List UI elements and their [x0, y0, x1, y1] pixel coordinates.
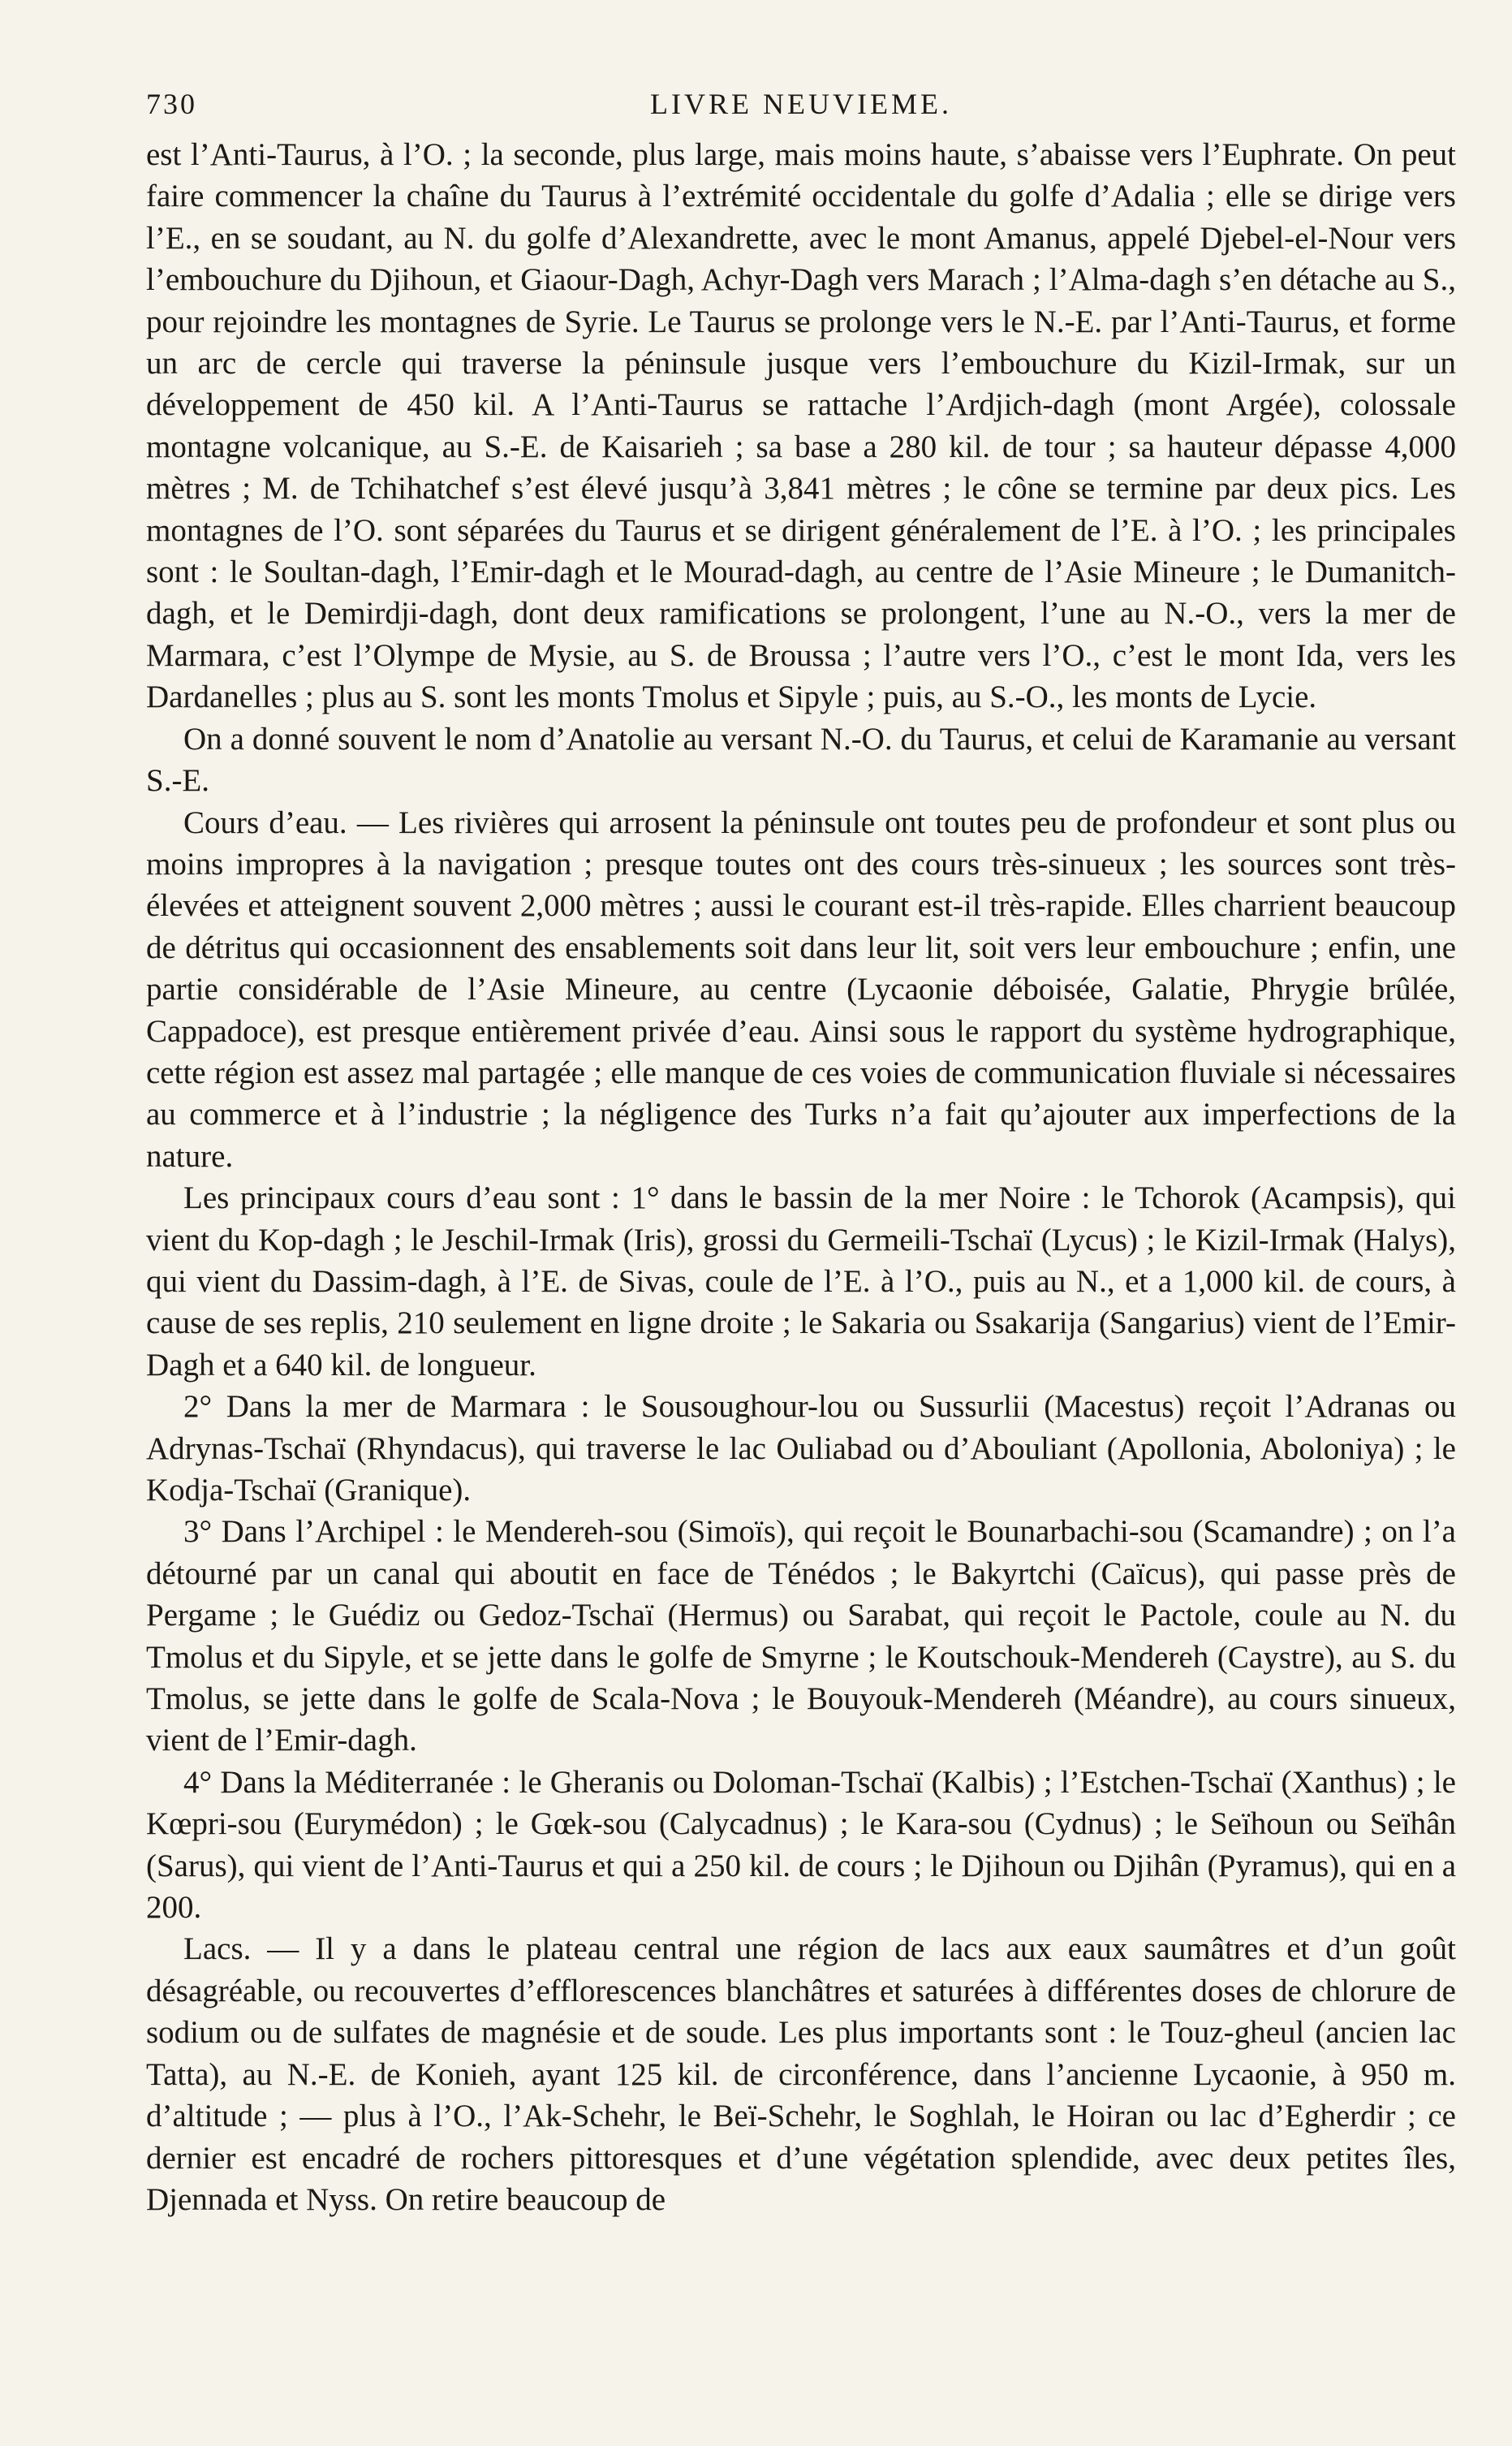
- paragraph-cours-d-eau: Cours d’eau. — Les rivières qui arrosent la péninsule ont toutes peu de profondeur et sont plus ou moins impropres à la navigation ; presque toutes ont des cours très-sinueux ; les sources sont très-élevées et atteignent souvent 2,000 mètres ; aussi le courant est-il très-rapide. Elles charrient beaucoup de détritus qui occasionnent des ensablements soit dans leur lit, soit vers leur embouchure ; enfin, une partie considérable de l’Asie Mineure, au centre (Lycaonie déboisée, Galatie, Phrygie brûlée, Cappadoce), est presque entièrement privée d’eau. Ainsi sous le rapport du système hydrographique, cette région est assez mal partagée ; elle manque de ces voies de communication fluviale si nécessaires au commerce et à l’industrie ; la négligence des Turks n’a fait qu’ajouter aux imperfections de la nature.: [146, 805, 1456, 1174]
- paragraph-mediterranee: 4° Dans la Méditerranée : le Gheranis ou Doloman-Tschaï (Kalbis) ; l’Estchen-Tschaï (Xanthus) ; le Kœpri-sou (Eurymédon) ; le Gœk-sou (Calycadnus) ; le Kara-sou (Cydnus) ; le Seïhoun ou Seïhân (Sarus), qui vient de l’Anti-Taurus et qui a 250 kil. de cours ; le Djihoun ou Djihân (Pyramus), qui en a 200.: [146, 1764, 1456, 1926]
- page-number: 730: [146, 88, 197, 120]
- paragraph-lacs: Lacs. — Il y a dans le plateau central une région de lacs aux eaux saumâtres et d’un goût désagréable, ou recouvertes d’efflorescences blanchâtres et saturées à différentes doses de chlorure de sodium ou de sulfates de magnésie et de soude. Les plus importants sont : le Touz-gheul (ancien lac Tatta), au N.-E. de Konieh, ayant 125 kil. de circonférence, dans l’ancienne Lycaonie, à 950 m. d’altitude ; — plus à l’O., l’Ak-Schehr, le Beï-Schehr, le Soghlah, le Hoiran ou lac d’Egherdir ; ce dernier est encadré de rochers pittoresques et d’une végétation splendide, avec deux petites îles, Djennada et Nyss. On retire beaucoup de: [146, 1931, 1456, 2217]
- paragraph-anatolie-karamanie: On a donné souvent le nom d’Anatolie au versant N.-O. du Taurus, et celui de Karamanie au versant S.-E.: [146, 721, 1456, 799]
- paragraph-taurus-mountains: est l’Anti-Taurus, à l’O. ; la seconde, plus large, mais moins haute, s’abaisse vers l’Euphrate. On peut faire commencer la chaîne du Taurus à l’extrémité occidentale du golfe d’Adalia ; elle se dirige vers l’E., en se soudant, au N. du golfe d’Alexandrette, avec le mont Amanus, appelé Djebel-el-Nour vers l’embouchure du Djihoun, et Giaour-Dagh, Achyr-Dagh vers Marach ; l’Alma-dagh s’en détache au S., pour rejoindre les montagnes de Syrie. Le Taurus se prolonge vers le N.-E. par l’Anti-Taurus, et forme un arc de cercle qui traverse la péninsule jusque vers l’embouchure du Kizil-Irmak, sur un développement de 450 kil. A l’Anti-Taurus se rattache l’Ardjich-dagh (mont Argée), colossale montagne volcanique, au S.-E. de Kaisarieh ; sa base a 280 kil. de tour ; sa hauteur dépasse 4,000 mètres ; M. de Tchihatchef s’est élevé jusqu’à 3,841 mètres ; le cône se termine par deux pics. Les montagnes de l’O. sont séparées du Taurus et se dirigent généralement de l’E. à l’O. ; les principales sont : le Soultan-dagh, l’Emir-dagh et le Mourad-dagh, au centre de l’Asie Mineure ; le Dumanitch-dagh, et le Demirdji-dagh, dont deux ramifications se prolongent, l’une au N.-O., vers la mer de Marmara, c’est l’Olympe de Mysie, au S. de Broussa ; l’autre vers l’O., c’est le mont Ida, vers les Dardanelles ; plus au S. sont les monts Tmolus et Sipyle ; puis, au S.-O., les monts de Lycie.: [146, 137, 1456, 715]
- paragraph-mer-noire: Les principaux cours d’eau sont : 1° dans le bassin de la mer Noire : le Tchorok (Acampsis), qui vient du Kop-dagh ; le Jeschil-Irmak (Iris), grossi du Germeili-Tschaï (Lycus) ; le Kizil-Irmak (Halys), qui vient du Dassim-dagh, à l’E. de Sivas, coule de l’E. à l’O., puis au N., et a 1,000 kil. de cours, à cause de ses replis, 210 seulement en ligne droite ; le Sakaria ou Ssakarija (Sangarius) vient de l’Emir-Dagh et a 640 kil. de longueur.: [146, 1180, 1456, 1383]
- paragraph-mer-de-marmara: 2° Dans la mer de Marmara : le Sousoughour-lou ou Sussurlii (Macestus) reçoit l’Adranas ou Adrynas-Tschaï (Rhyndacus), qui traverse le lac Ouliabad ou d’Abouliant (Apollonia, Aboloniya) ; le Kodja-Tschaï (Granique).: [146, 1389, 1456, 1508]
- running-title: LIVRE NEUVIEME.: [650, 88, 952, 120]
- paragraph-archipel: 3° Dans l’Archipel : le Mendereh-sou (Simoïs), qui reçoit le Bounarbachi-sou (Scamandre) ; on l’a détourné par un canal qui aboutit en face de Ténédos ; le Bakyrtchi (Caïcus), qui passe près de Pergame ; le Guédiz ou Gedoz-Tschaï (Hermus) ou Sarabat, qui reçoit le Pactole, coule au N. du Tmolus et du Sipyle, et se jette dans le golfe de Smyrne ; le Koutschouk-Mendereh (Caystre), au S. du Tmolus, se jette dans le golfe de Scala-Nova ; le Bouyouk-Mendereh (Méandre), au cours sinueux, vient de l’Emir-dagh.: [146, 1514, 1456, 1758]
- page-body: [146, 134, 1456, 2220]
- page-header: [146, 77, 1456, 134]
